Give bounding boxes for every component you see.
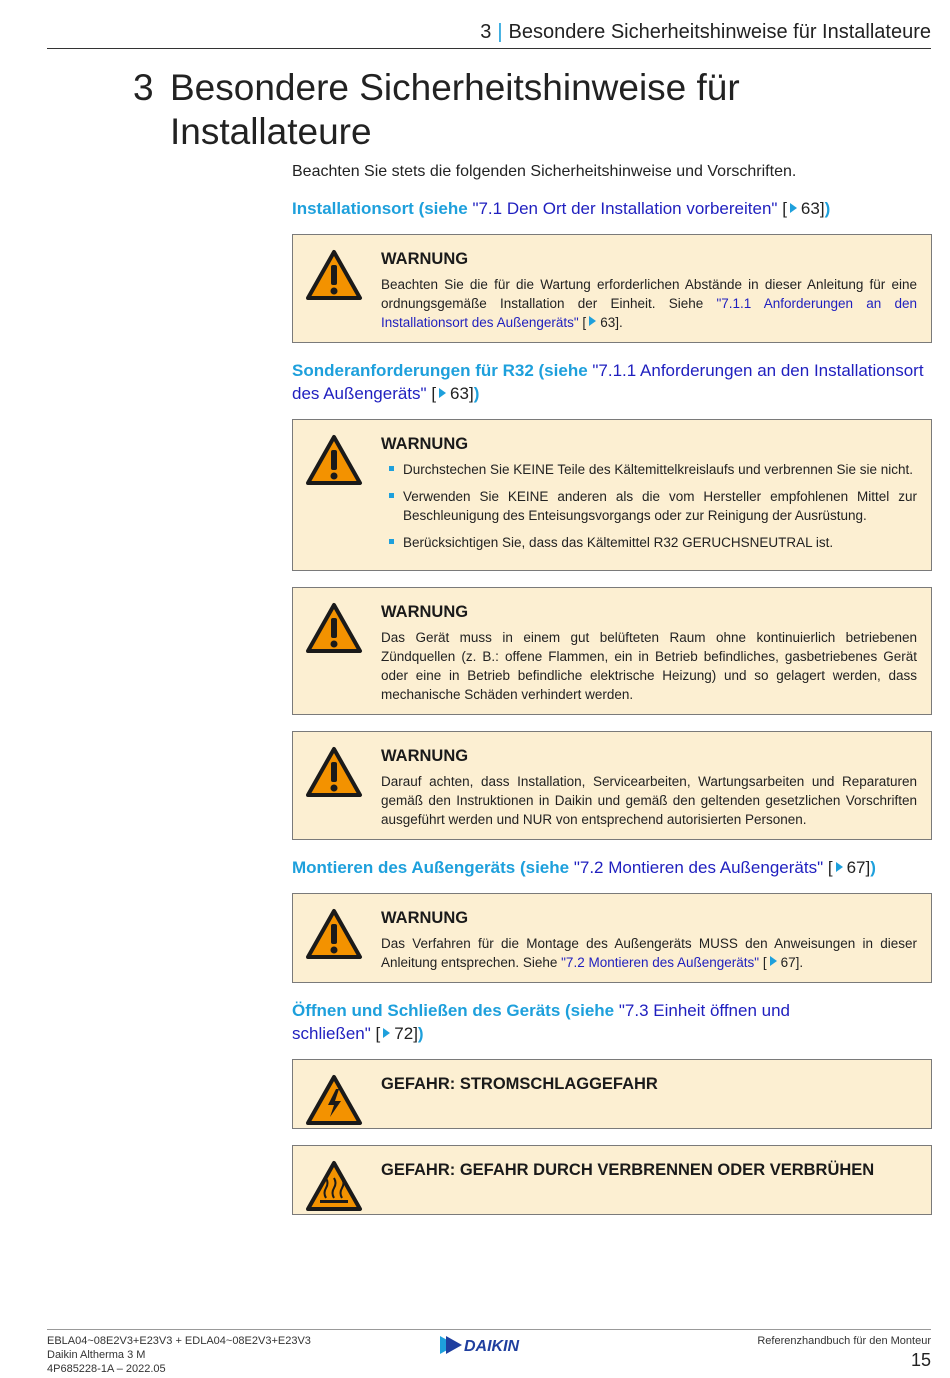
section-close: ) — [824, 199, 831, 218]
section-heading-installationsort: Installationsort (siehe "7.1 Den Ort der Installation vorbereiten" [ 63]) — [292, 199, 831, 218]
footer-model: EBLA04~08E2V3+E23V3 + EDLA04~08E2V3+E23V3 — [47, 1335, 311, 1347]
bullet-icon — [389, 466, 394, 471]
footer-divider — [47, 1329, 931, 1330]
page-ref[interactable]: 63 — [600, 315, 616, 330]
box-body: Beachten Sie die für die Wartung erforderlichen Abstände in dieser Anleitung für eine ordnungsgemäße Installation der Einheit. Siehe "7.1.1 Anforderungen an den Installationsort des Außengeräts" [ 63]. — [381, 277, 917, 330]
box-title: WARNUNG — [381, 909, 469, 927]
section-link[interactable]: "7.2 Montieren des Außengeräts" — [573, 858, 824, 877]
box-body: Darauf achten, dass Installation, Servicearbeiten, Wartungsarbeiten und Reparaturen gemäß den Instruktionen in Daikin und gemäß den geltenden gesetzlichen Vorschriften ausgeführt werden und NUR von entsprechend autorisierten Personen. — [381, 774, 917, 827]
box-body: Das Gerät muss in einem gut belüfteten Raum ohne kontinuierlich betriebenen Zündquellen (z. B.: offene Flammen, ein in Betrieb befindliches, gasbetriebenes Gerät oder eine in Betrieb befindliche elektrische Heizung) und so gelagert werden, dass mechanische Schäden verhindert werden. — [381, 630, 917, 702]
section-label: Sonderanforderungen für R32 (siehe — [292, 361, 593, 380]
header-divider: | — [497, 21, 503, 43]
section-label: Montieren des Außengeräts (siehe — [292, 858, 574, 877]
page-arrow-icon — [383, 1028, 390, 1038]
warning-box-5 — [292, 893, 932, 983]
page-ref[interactable]: 72 — [394, 1024, 414, 1043]
warning-box-4 — [292, 731, 932, 840]
warning-triangle-icon — [305, 602, 363, 654]
list-item — [381, 533, 917, 552]
warning-box-3 — [292, 587, 932, 715]
box-end: ]. — [795, 955, 804, 970]
header-title: Besondere Sicherheitshinweise für Installateure — [508, 21, 931, 43]
section-close: ) — [417, 1024, 424, 1043]
warning-triangle-icon — [305, 908, 363, 960]
danger-box-electric — [292, 1059, 932, 1129]
page-ref[interactable]: 63 — [800, 199, 820, 218]
daikin-logo — [438, 1334, 542, 1356]
danger-box-hot — [292, 1145, 932, 1215]
page-arrow-icon — [836, 862, 843, 872]
page-number: 15 — [910, 1350, 931, 1370]
page-arrow-icon — [790, 203, 797, 213]
list-item-text: Verwenden Sie KEINE anderen als die vom Hersteller empfohlenen Mittel zur Beschleunigung des Enteisungsvorgangs oder zur Reinigung der Ausrüstung. — [403, 489, 917, 523]
box-text: Beachten Sie die für die Wartung erforderlichen Abstände in dieser Anleitung für eine ordnungsgemäße Installation der Einheit. Siehe — [381, 277, 917, 311]
section-heading-montieren: Montieren des Außengeräts (siehe "7.2 Montieren des Außengeräts" [ 67]) — [292, 858, 876, 877]
page-ref[interactable]: 67 — [846, 858, 866, 877]
list-item — [381, 487, 917, 525]
intro-text: Beachten Sie stets die folgenden Sicherheitshinweise und Vorschriften. — [292, 163, 797, 180]
main-content — [292, 161, 932, 1231]
box-title: WARNUNG — [381, 250, 469, 268]
box-title: WARNUNG — [381, 435, 469, 453]
box-link[interactable]: "7.1.1 Anforderungen an den Installationsort des Außengeräts" — [381, 296, 917, 330]
list-item-text: Berücksichtigen Sie, dass das Kältemittel R32 GERUCHSNEUTRAL ist. — [403, 535, 834, 550]
warning-triangle-icon — [305, 434, 363, 486]
section-heading-oeffnen: Öffnen und Schließen des Geräts (siehe "7.3 Einheit öffnen und schließen" [ 72]) — [292, 1001, 790, 1043]
box-title: WARNUNG — [381, 747, 469, 765]
section-link[interactable]: "7.3 Einheit öffnen und schließen" — [292, 1001, 790, 1043]
section-heading-r32: Sonderanforderungen für R32 (siehe "7.1.1 Anforderungen an den Installationsort des Außengeräts" [ 63]) — [292, 361, 924, 403]
footer-docnum: 4P685228-1A – 2022.05 — [47, 1363, 166, 1375]
warning-box-1 — [292, 234, 932, 343]
list-item-text: Durchstechen Sie KEINE Teile des Kältemittelkreislaufs und verbrennen Sie sie nicht. — [403, 462, 914, 477]
section-label: Installationsort (siehe — [292, 199, 473, 218]
section-close: ) — [473, 384, 480, 403]
electric-shock-icon — [305, 1074, 363, 1126]
warning-triangle-icon — [305, 249, 363, 301]
box-title: GEFAHR: STROMSCHLAGGEFAHR — [381, 1075, 658, 1093]
page-arrow-icon — [589, 316, 596, 326]
section-link[interactable]: "7.1 Den Ort der Installation vorbereiten" — [472, 199, 778, 218]
box-body: Das Verfahren für die Montage des Außengeräts MUSS den Anweisungen in dieser Anleitung entsprechen. Siehe "7.2 Montieren des Außengeräts" [ 67]. — [381, 936, 917, 970]
header-chapter-num: 3 — [480, 21, 492, 43]
box-end: ]. — [615, 315, 623, 330]
page-header — [47, 18, 931, 49]
box-title: GEFAHR: GEFAHR DURCH VERBRENNEN ODER VERBRÜHEN — [381, 1161, 875, 1179]
svg-text:DAIKIN: DAIKIN — [464, 1338, 520, 1355]
chapter-number: 3 — [133, 67, 154, 108]
box-link[interactable]: "7.2 Montieren des Außengeräts" — [561, 955, 760, 970]
bullet-icon — [389, 493, 394, 498]
section-link[interactable]: "7.1.1 Anforderungen an den Installationsort des Außengeräts" — [292, 361, 924, 403]
footer-doc-title: Referenzhandbuch für den Monteur — [757, 1335, 931, 1347]
warning-box-2 — [292, 419, 932, 571]
page-arrow-icon — [770, 956, 777, 966]
page-ref[interactable]: 63 — [450, 384, 469, 403]
warning-triangle-icon — [305, 746, 363, 798]
section-label: Öffnen und Schließen des Geräts (siehe — [292, 1001, 619, 1020]
bullet-icon — [389, 539, 394, 544]
page-ref[interactable]: 67 — [780, 955, 796, 970]
footer-left — [47, 1334, 311, 1376]
hot-surface-icon — [305, 1160, 363, 1212]
page-arrow-icon — [439, 388, 446, 398]
box-text: Das Verfahren für die Montage des Außengeräts MUSS den Anweisungen in dieser Anleitung entsprechen. Siehe — [381, 936, 917, 970]
chapter-title: Besondere Sicherheitshinweise für Installateure — [170, 67, 740, 152]
list-item — [381, 460, 917, 479]
section-close: ) — [870, 858, 876, 877]
footer-product: Daikin Altherma 3 M — [47, 1349, 146, 1361]
warning-list — [381, 460, 917, 552]
box-title: WARNUNG — [381, 603, 469, 621]
